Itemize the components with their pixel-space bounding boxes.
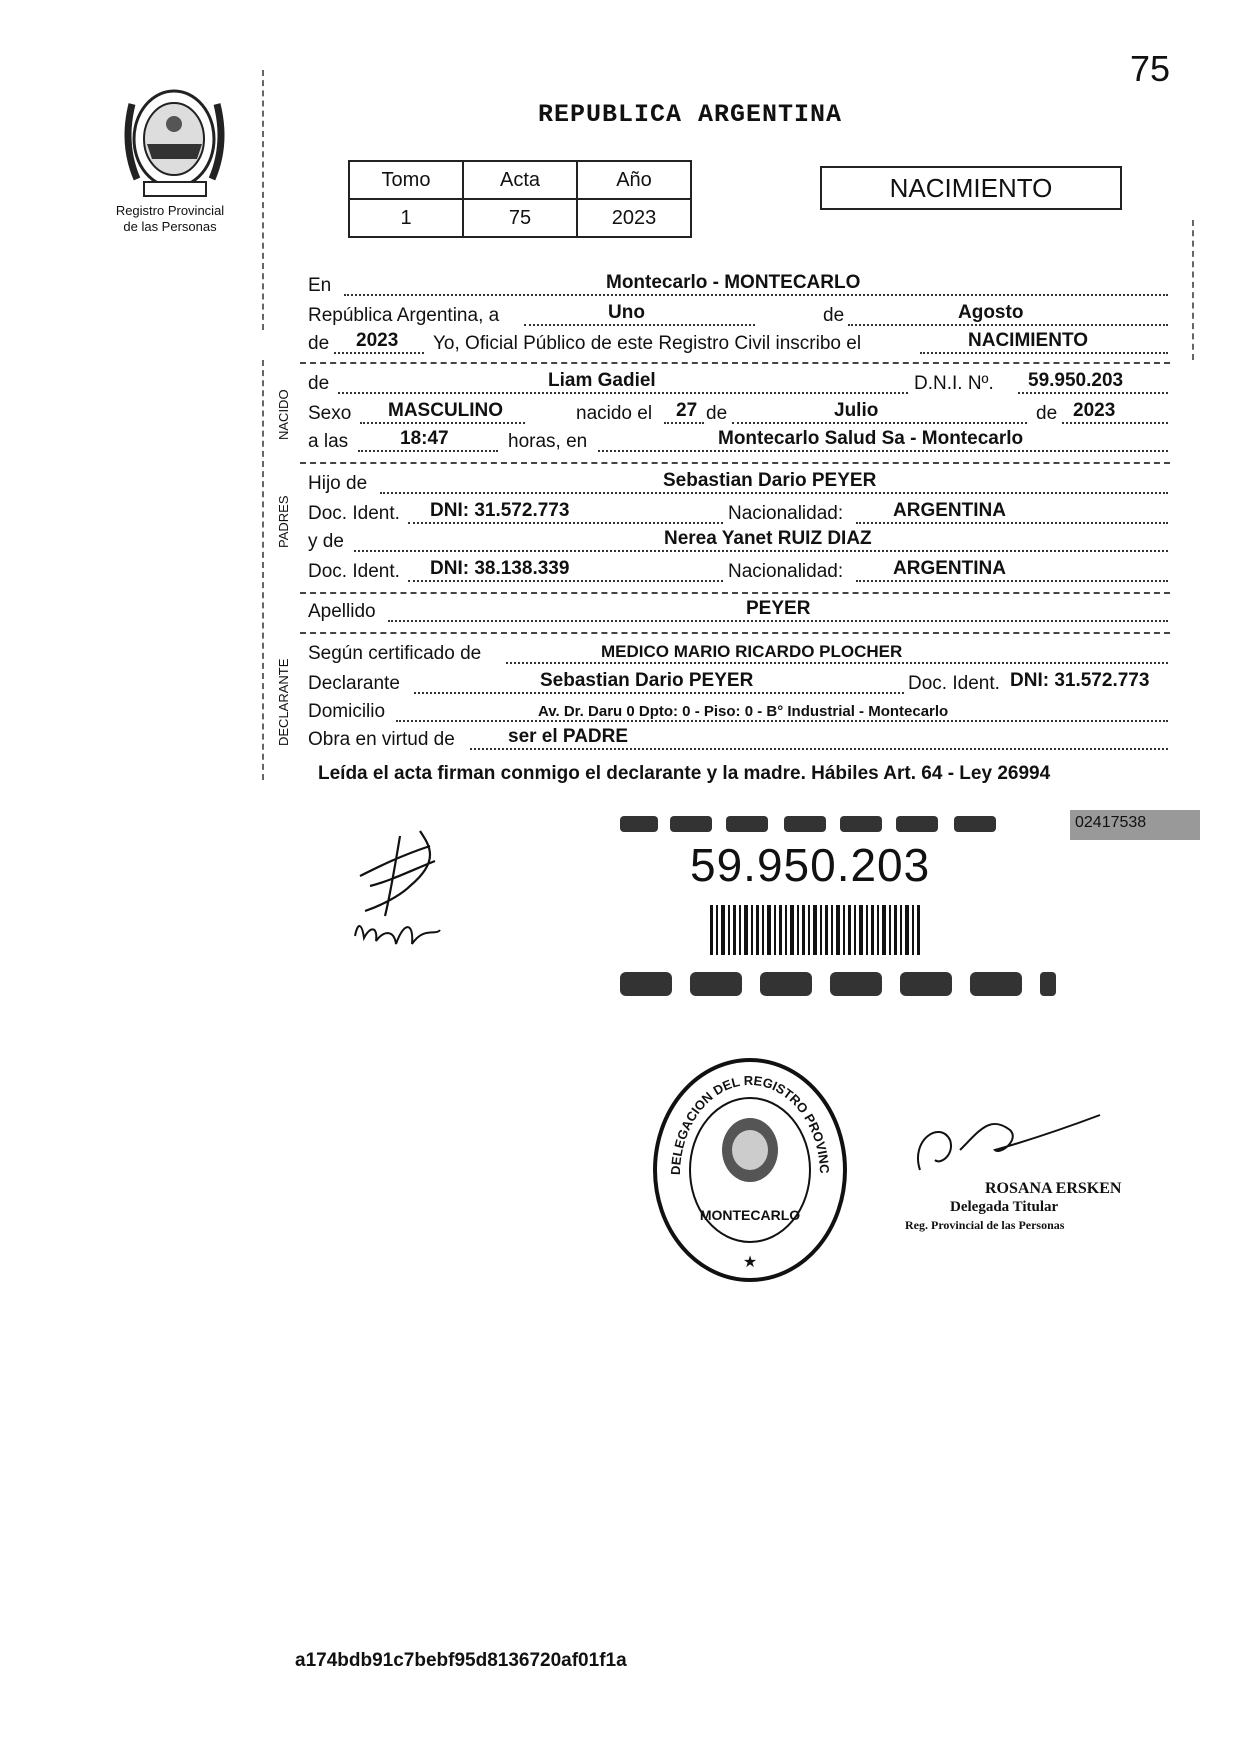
margin-line	[262, 360, 264, 780]
birth-year-value: 2023	[1073, 400, 1116, 421]
table-row	[349, 199, 691, 237]
margin-line	[1192, 220, 1194, 360]
table-header: Tomo	[349, 161, 463, 199]
label-obra-en-virtud: Obra en virtud de	[308, 729, 455, 750]
father-doc-value: DNI: 31.572.773	[430, 500, 570, 521]
declarant-doc-value: DNI: 31.572.773	[1010, 670, 1150, 691]
table-header: Año	[577, 161, 691, 199]
row-father	[308, 470, 1168, 498]
label-nacido-el: nacido el	[576, 403, 653, 424]
sticker-dni-number: 59.950.203	[690, 839, 931, 891]
place-value: Montecarlo - MONTECARLO	[606, 272, 861, 293]
surname-value: PEYER	[746, 598, 811, 619]
official-signature	[900, 1110, 1140, 1180]
ano-value: 2023	[577, 199, 691, 237]
certificate-by-value: MEDICO MARIO RICARDO PLOCHER	[601, 642, 903, 661]
label-en: En	[308, 275, 332, 296]
row-place	[308, 272, 1168, 300]
row-capacity	[308, 726, 1168, 754]
row-mother	[308, 528, 1168, 556]
document-hash: a174bdb91c7bebf95d8136720af01f1a	[295, 1650, 627, 1671]
acta-value: 75	[463, 199, 577, 237]
row-name	[308, 370, 1168, 398]
province-seal-icon	[112, 84, 237, 202]
official-title: Delegada Titular	[950, 1199, 1059, 1215]
declarant-value: Sebastian Dario PEYER	[540, 670, 754, 691]
side-label-nacido: NACIDO	[276, 389, 291, 440]
label-de: de	[1036, 403, 1058, 424]
registry-caption: Registro Provincial de las Personas	[115, 203, 225, 234]
official-name: ROSANA ERSKEN	[985, 1180, 1122, 1197]
label-doc-ident: Doc. Ident.	[308, 561, 400, 582]
document-title: REPUBLICA ARGENTINA	[538, 100, 843, 129]
label-de: de	[823, 305, 845, 326]
label-de: de	[308, 373, 330, 394]
security-sticker-top	[620, 810, 1210, 840]
label-doc-ident: Doc. Ident.	[908, 673, 1000, 694]
side-label-declarante: DECLARANTE	[276, 658, 291, 746]
address-value: Av. Dr. Daru 0 Dpto: 0 - Piso: 0 - B° Industrial - Montecarlo	[538, 703, 949, 720]
birth-place-value: Montecarlo Salud Sa - Montecarlo	[718, 428, 1024, 449]
year-value: 2023	[356, 330, 399, 351]
official-stamp	[905, 1180, 1135, 1234]
label-de: de	[706, 403, 728, 424]
stamp-city: MONTECARLO	[699, 1207, 801, 1223]
security-sticker-bottom	[620, 966, 1070, 1002]
row-inscription	[308, 330, 1168, 358]
star-icon: ★	[742, 1254, 758, 1271]
month-value: Agosto	[958, 302, 1024, 323]
row-address	[308, 698, 1168, 726]
label-nacionalidad: Nacionalidad:	[728, 561, 844, 582]
row-father-doc	[308, 500, 1168, 528]
label-domicilio: Domicilio	[308, 701, 386, 722]
label-sexo: Sexo	[308, 403, 352, 424]
province-seal-logo	[112, 84, 237, 202]
row-certificate	[308, 640, 1168, 668]
row-mother-doc	[308, 558, 1168, 586]
stamp-text: DELEGACION DEL REGISTRO PROVINC	[667, 1072, 833, 1176]
label-doc-ident: Doc. Ident.	[308, 503, 400, 524]
child-name-value: Liam Gadiel	[548, 370, 656, 391]
label-declarante: Declarante	[308, 673, 400, 694]
side-label-padres: PADRES	[276, 495, 291, 548]
official-office: Reg. Provincial de las Personas	[905, 1218, 1065, 1232]
row-birth	[308, 400, 1168, 428]
mother-name-value: Nerea Yanet RUIZ DIAZ	[664, 528, 872, 549]
birth-month-value: Julio	[834, 400, 879, 421]
label-hijo-de: Hijo de	[308, 473, 368, 494]
mother-doc-value: DNI: 38.138.339	[430, 558, 570, 579]
stamp-emblem-icon	[722, 1118, 778, 1182]
label-segun-certificado: Según certificado de	[308, 643, 482, 664]
dni-value: 59.950.203	[1028, 370, 1124, 391]
barcode	[710, 905, 930, 955]
mother-nationality-value: ARGENTINA	[893, 558, 1006, 579]
registry-round-stamp	[650, 1055, 850, 1285]
sex-value: MASCULINO	[388, 400, 504, 421]
row-time-place	[308, 428, 1168, 456]
row-surname	[308, 598, 1168, 626]
day-word-value: Uno	[608, 302, 645, 323]
row-date	[308, 302, 1168, 330]
declarant-signature	[340, 826, 480, 956]
label-y-de: y de	[308, 531, 344, 552]
label-a-las: a las	[308, 431, 349, 452]
closing-text: Leída el acta firman conmigo el declarante y la madre. Hábiles Art. 64 - Ley 26994	[318, 763, 1051, 784]
table-header-row	[349, 161, 691, 199]
registry-table	[348, 160, 692, 238]
label-apellido: Apellido	[308, 601, 376, 622]
father-name-value: Sebastian Dario PEYER	[663, 470, 877, 491]
sticker-serial: 02417538	[1075, 814, 1147, 831]
margin-line	[262, 70, 264, 330]
birth-time-value: 18:47	[400, 428, 449, 449]
birth-day-value: 27	[676, 400, 698, 421]
label-yo-oficial: Yo, Oficial Público de este Registro Civil inscribo el	[433, 333, 862, 354]
label-republica: República Argentina, a	[308, 305, 500, 326]
label-nacionalidad: Nacionalidad:	[728, 503, 844, 524]
label-de: de	[308, 333, 330, 354]
label-horas-en: horas, en	[508, 431, 588, 452]
table-header: Acta	[463, 161, 577, 199]
capacity-value: ser el PADRE	[508, 726, 629, 747]
inscription-type-value: NACIMIENTO	[968, 330, 1088, 351]
page-number: 75	[1130, 48, 1171, 89]
record-type-box: NACIMIENTO	[820, 166, 1122, 210]
father-nationality-value: ARGENTINA	[893, 500, 1006, 521]
label-dni: D.N.I. Nº.	[914, 373, 994, 394]
row-declarant	[308, 670, 1168, 698]
tomo-value: 1	[349, 199, 463, 237]
